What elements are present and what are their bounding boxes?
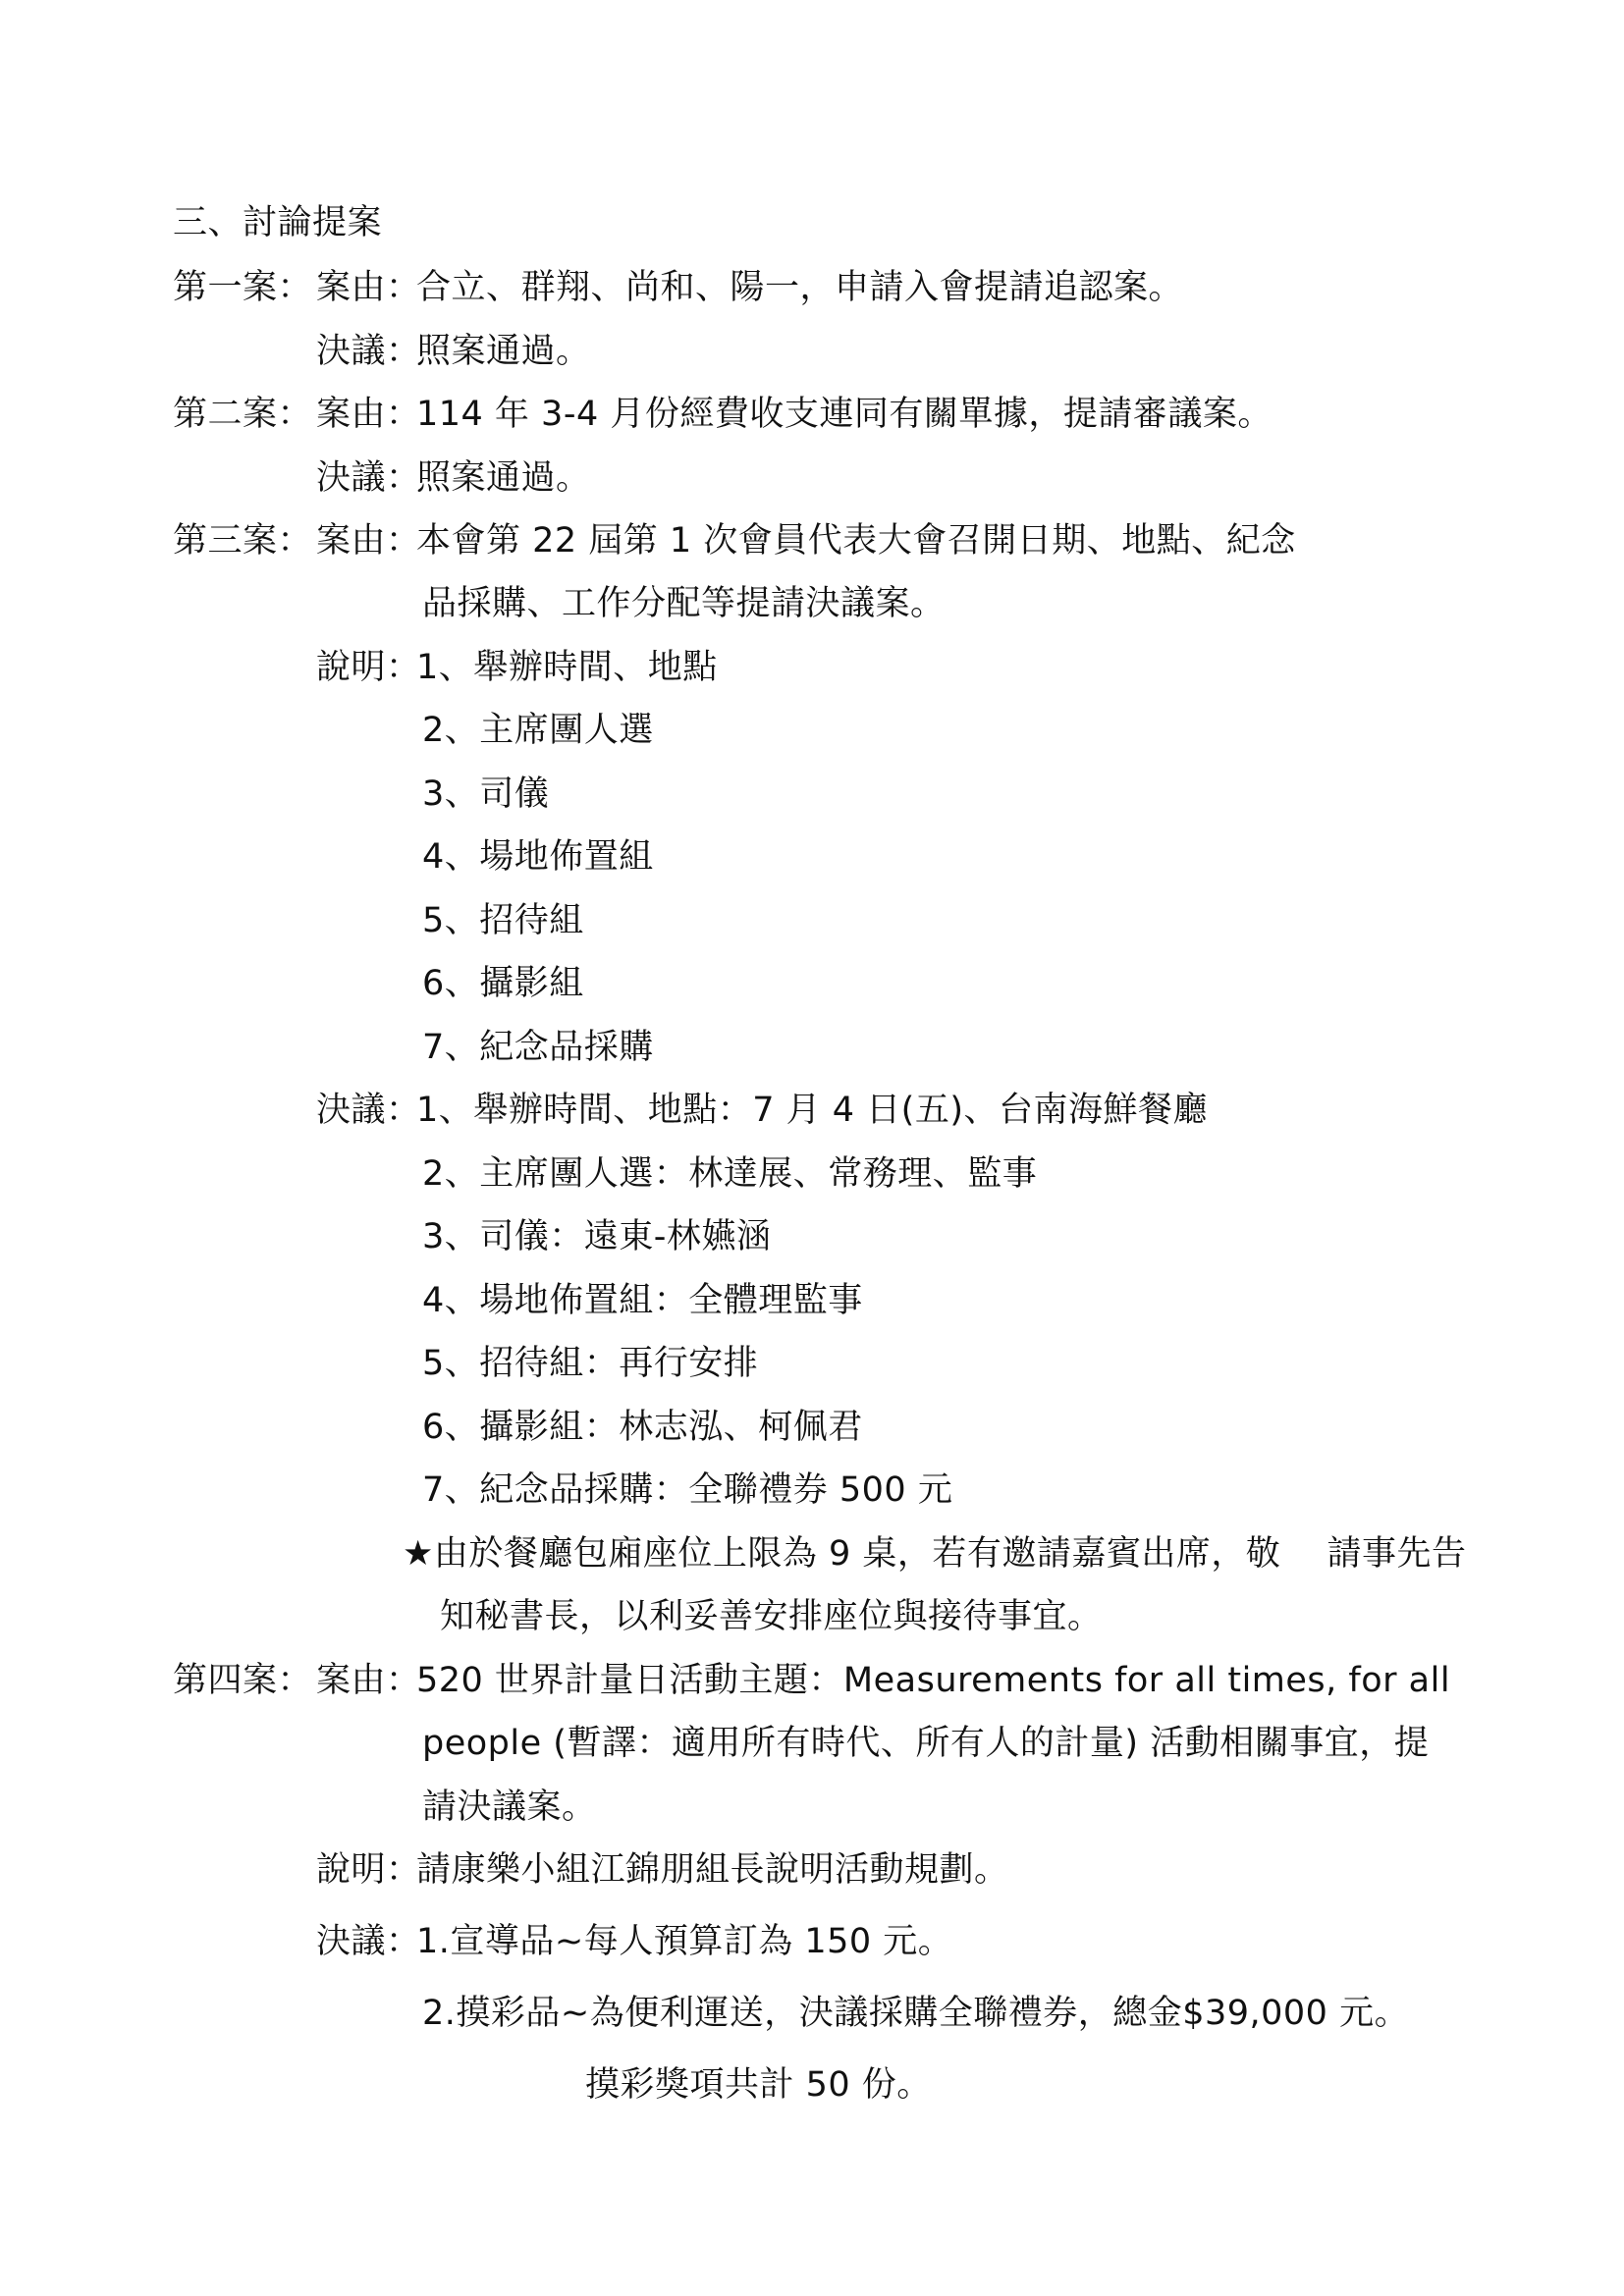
- case3-resolution-item-5: 5、招待組：再行安排: [422, 1344, 759, 1383]
- case4-explanation-line: [316, 1849, 1009, 1891]
- case3-reason-line-2: 品採購、工作分配等提請決議案。: [422, 584, 946, 623]
- case3-explanation-label: 說明：: [316, 648, 421, 687]
- case3-explanation-item-7: 7、紀念品採購: [422, 1028, 654, 1067]
- case1-label: 第一案：: [173, 268, 313, 307]
- case3-reason-label: 案由：: [316, 521, 421, 561]
- case1-resolution-label: 決議：: [316, 332, 421, 371]
- case4-resolution-extra: 摸彩獎項共計 50 份。: [585, 2065, 932, 2105]
- case4-reason-line-3: 請決議案。: [422, 1788, 597, 1827]
- section-title: 三、討論提案: [173, 203, 383, 242]
- case3-reason-line-1: 本會第 22 屆第 1 次會員代表大會召開日期、地點、紀念: [416, 521, 1296, 561]
- case3-resolution-label: 決議：: [316, 1091, 421, 1130]
- case1-reason: 合立、群翔、尚和、陽一，申請入會提請追認案。: [416, 268, 1184, 307]
- case2-resolution-line: [316, 457, 591, 499]
- case3-explanation-item-4: 4、場地佈置組: [422, 837, 654, 877]
- case4-label: 第四案：: [173, 1661, 313, 1700]
- case3-label: 第三案：: [173, 521, 313, 561]
- case4-resolution-label: 決議：: [316, 1922, 421, 1961]
- case3-note-line-2: 知秘書長，以利妥善安排座位與接待事宜。: [440, 1597, 1103, 1636]
- case4-reason-line-2: people (暫譯：適用所有時代、所有人的計量) 活動相關事宜，提: [422, 1724, 1430, 1763]
- case4-resolution-item-2: 2.摸彩品~為便利運送，決議採購全聯禮券，總金$39,000 元。: [422, 1994, 1410, 2033]
- case3-explanation-item-3: 3、司儀: [422, 774, 550, 814]
- case3-resolution-item-6: 6、攝影組：林志泓、柯佩君: [422, 1408, 863, 1447]
- case1-reason-label: 案由：: [316, 268, 421, 307]
- case3-resolution-item-4: 4、場地佈置組：全體理監事: [422, 1281, 863, 1320]
- case3-resolution-item-3: 3、司儀：遠東-林嬿涵: [422, 1217, 772, 1256]
- case4-reason-line: [173, 1660, 1450, 1701]
- case3-explanation-item-1: 1、舉辦時間、地點: [416, 648, 718, 687]
- case3-explanation-item-5: 5、招待組: [422, 901, 584, 940]
- case3-reason-line: [173, 520, 1296, 561]
- case2-resolution-label: 決議：: [316, 458, 421, 498]
- case3-resolution-line: [316, 1090, 1208, 1131]
- case3-explanation-item-2: 2、主席團人選: [422, 711, 654, 750]
- case3-resolution-item-2: 2、主席團人選：林達展、常務理、監事: [422, 1154, 1038, 1194]
- case2-reason-label: 案由：: [316, 395, 421, 434]
- case4-resolution-item-1: 1.宣導品~每人預算訂為 150 元。: [416, 1922, 953, 1961]
- case4-reason-line-1: 520 世界計量日活動主題：Measurements for all times, for all: [416, 1661, 1451, 1700]
- case1-resolution: 照案通過。: [416, 332, 591, 371]
- case3-explanation-line: [316, 647, 718, 688]
- case2-reason-line: [173, 394, 1272, 435]
- case1-reason-line: [173, 267, 1183, 308]
- case4-explanation-label: 說明：: [316, 1850, 421, 1890]
- case2-resolution: 照案通過。: [416, 458, 591, 498]
- case4-explanation: 請康樂小組江錦朋組長說明活動規劃。: [416, 1850, 1009, 1890]
- case1-resolution-line: [316, 331, 591, 372]
- case3-explanation-item-6: 6、攝影組: [422, 964, 584, 1003]
- case2-reason: 114 年 3-4 月份經費收支連同有關單據，提請審議案。: [416, 395, 1272, 434]
- case3-note-line-1: ★由於餐廳包廂座位上限為 9 桌，若有邀請嘉賓出席，敬 請事先告: [403, 1534, 1467, 1574]
- case2-label: 第二案：: [173, 395, 313, 434]
- case3-resolution-item-7: 7、紀念品採購：全聯禮券 500 元: [422, 1470, 953, 1510]
- case4-reason-label: 案由：: [316, 1661, 421, 1700]
- case3-resolution-item-1: 1、舉辦時間、地點：7 月 4 日(五)、台南海鮮餐廳: [416, 1091, 1208, 1130]
- case4-resolution-line: [316, 1921, 952, 1962]
